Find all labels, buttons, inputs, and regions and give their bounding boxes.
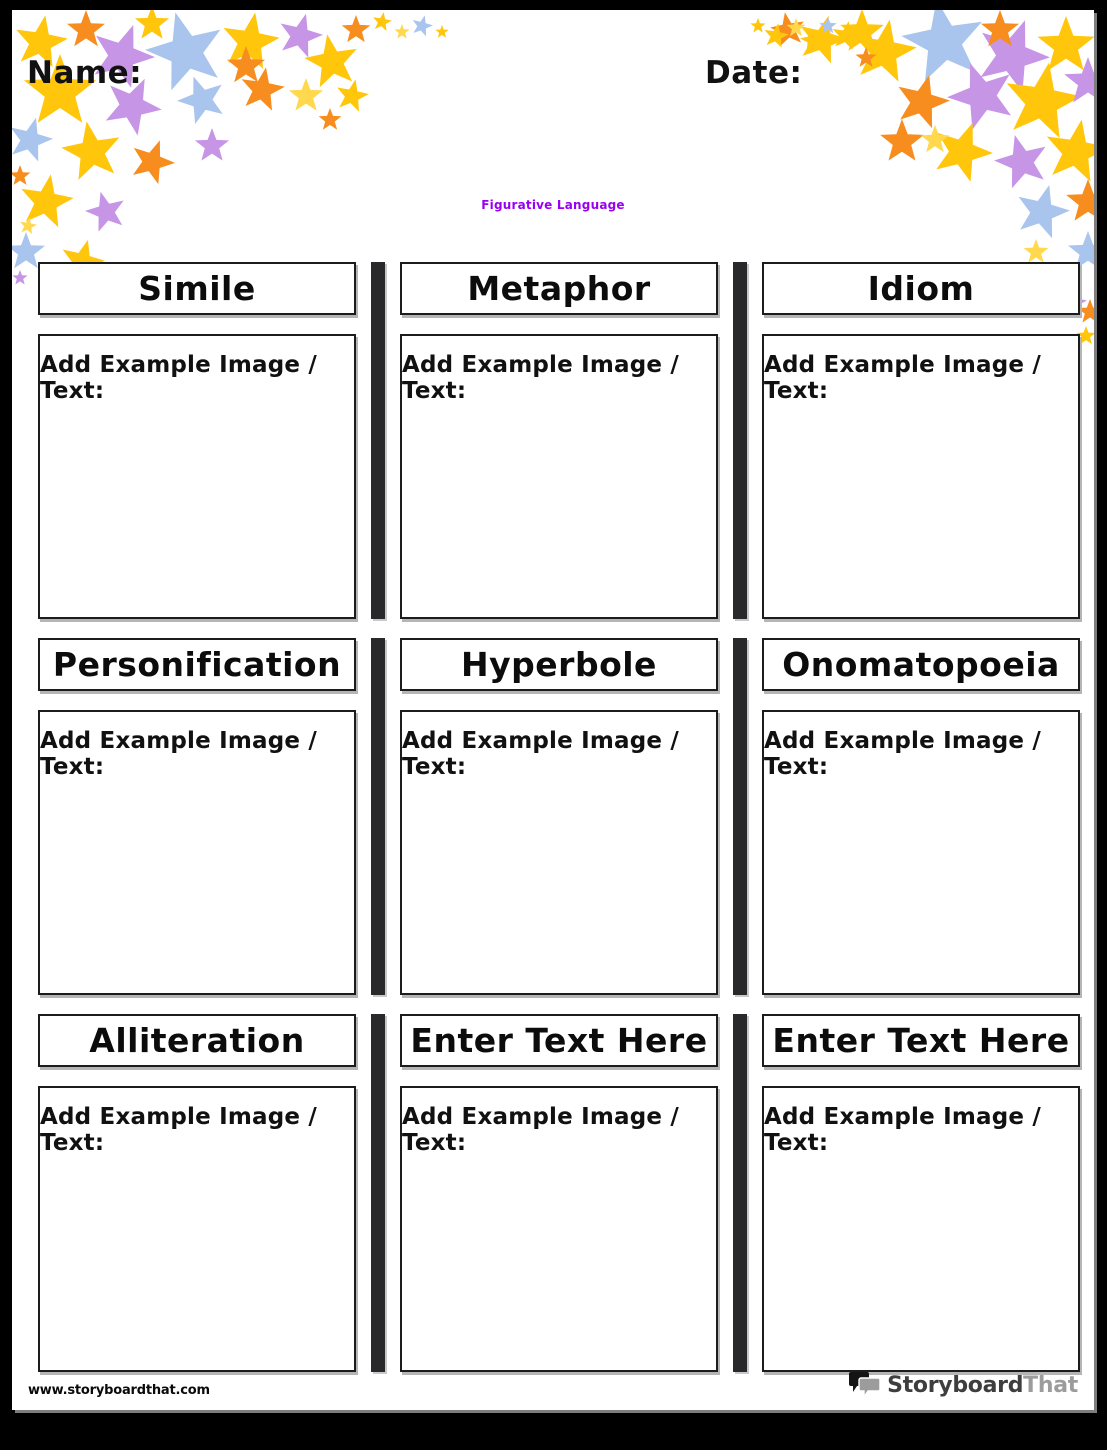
speech-bubbles-icon xyxy=(849,1372,882,1399)
star-icon xyxy=(394,24,410,40)
example-box-hyperbole[interactable]: Add Example Image / Text: xyxy=(400,710,718,995)
website-url: www.storyboardthat.com xyxy=(28,1383,210,1398)
star-icon xyxy=(370,10,393,33)
star-icon xyxy=(435,25,449,39)
name-label: Name: xyxy=(27,55,143,91)
cell-header-enter-text-2[interactable]: Enter Text Here xyxy=(762,1014,1080,1067)
example-box-personification[interactable]: Add Example Image / Text: xyxy=(38,710,356,995)
example-box-custom-1[interactable]: Add Example Image / Text: xyxy=(400,1086,718,1372)
star-icon xyxy=(409,13,436,40)
worksheet-page xyxy=(12,10,1094,1410)
example-box-custom-2[interactable]: Add Example Image / Text: xyxy=(762,1086,1080,1372)
cell-header-personification[interactable]: Personification xyxy=(38,638,356,691)
star-icon xyxy=(134,10,170,42)
cell-header-simile[interactable]: Simile xyxy=(38,262,356,315)
cell-header-idiom[interactable]: Idiom xyxy=(762,262,1080,315)
star-icon xyxy=(226,46,266,86)
star-icon xyxy=(12,270,28,286)
cell-header-hyperbole[interactable]: Hyperbole xyxy=(400,638,718,691)
column-divider xyxy=(733,638,747,995)
example-box-alliteration[interactable]: Add Example Image / Text: xyxy=(38,1086,356,1372)
column-divider xyxy=(371,1014,385,1372)
logo-text xyxy=(887,1373,1078,1398)
star-icon xyxy=(855,47,877,69)
cell-header-enter-text-1[interactable]: Enter Text Here xyxy=(400,1014,718,1067)
star-icon xyxy=(12,165,31,187)
star-icon xyxy=(318,108,342,132)
column-divider xyxy=(371,262,385,619)
worksheet-title: Figurative Language xyxy=(481,198,625,212)
cell-header-onomatopoeia[interactable]: Onomatopoeia xyxy=(762,638,1080,691)
logo-text-primary: Storyboard xyxy=(887,1373,1024,1398)
cell-header-alliteration[interactable]: Alliteration xyxy=(38,1014,356,1067)
column-divider xyxy=(371,638,385,995)
example-box-idiom[interactable]: Add Example Image / Text: xyxy=(762,334,1080,619)
example-box-onomatopoeia[interactable]: Add Example Image / Text: xyxy=(762,710,1080,995)
logo-text-secondary: That xyxy=(1023,1373,1078,1398)
example-box-simile[interactable]: Add Example Image / Text: xyxy=(38,334,356,619)
star-icon xyxy=(123,133,182,192)
star-icon xyxy=(980,10,1020,50)
example-box-metaphor[interactable]: Add Example Image / Text: xyxy=(400,334,718,619)
star-icon xyxy=(341,15,371,45)
column-divider xyxy=(733,1014,747,1372)
worksheet-grid xyxy=(38,262,1080,1372)
star-icon xyxy=(1063,57,1094,107)
storyboardthat-logo xyxy=(849,1372,1078,1399)
star-icon xyxy=(194,128,230,164)
star-icon xyxy=(920,125,950,155)
star-icon xyxy=(18,216,39,237)
date-label: Date: xyxy=(705,55,803,91)
cell-header-metaphor[interactable]: Metaphor xyxy=(400,262,718,315)
star-icon xyxy=(879,119,925,165)
star-icon xyxy=(80,186,131,237)
column-divider xyxy=(733,262,747,619)
